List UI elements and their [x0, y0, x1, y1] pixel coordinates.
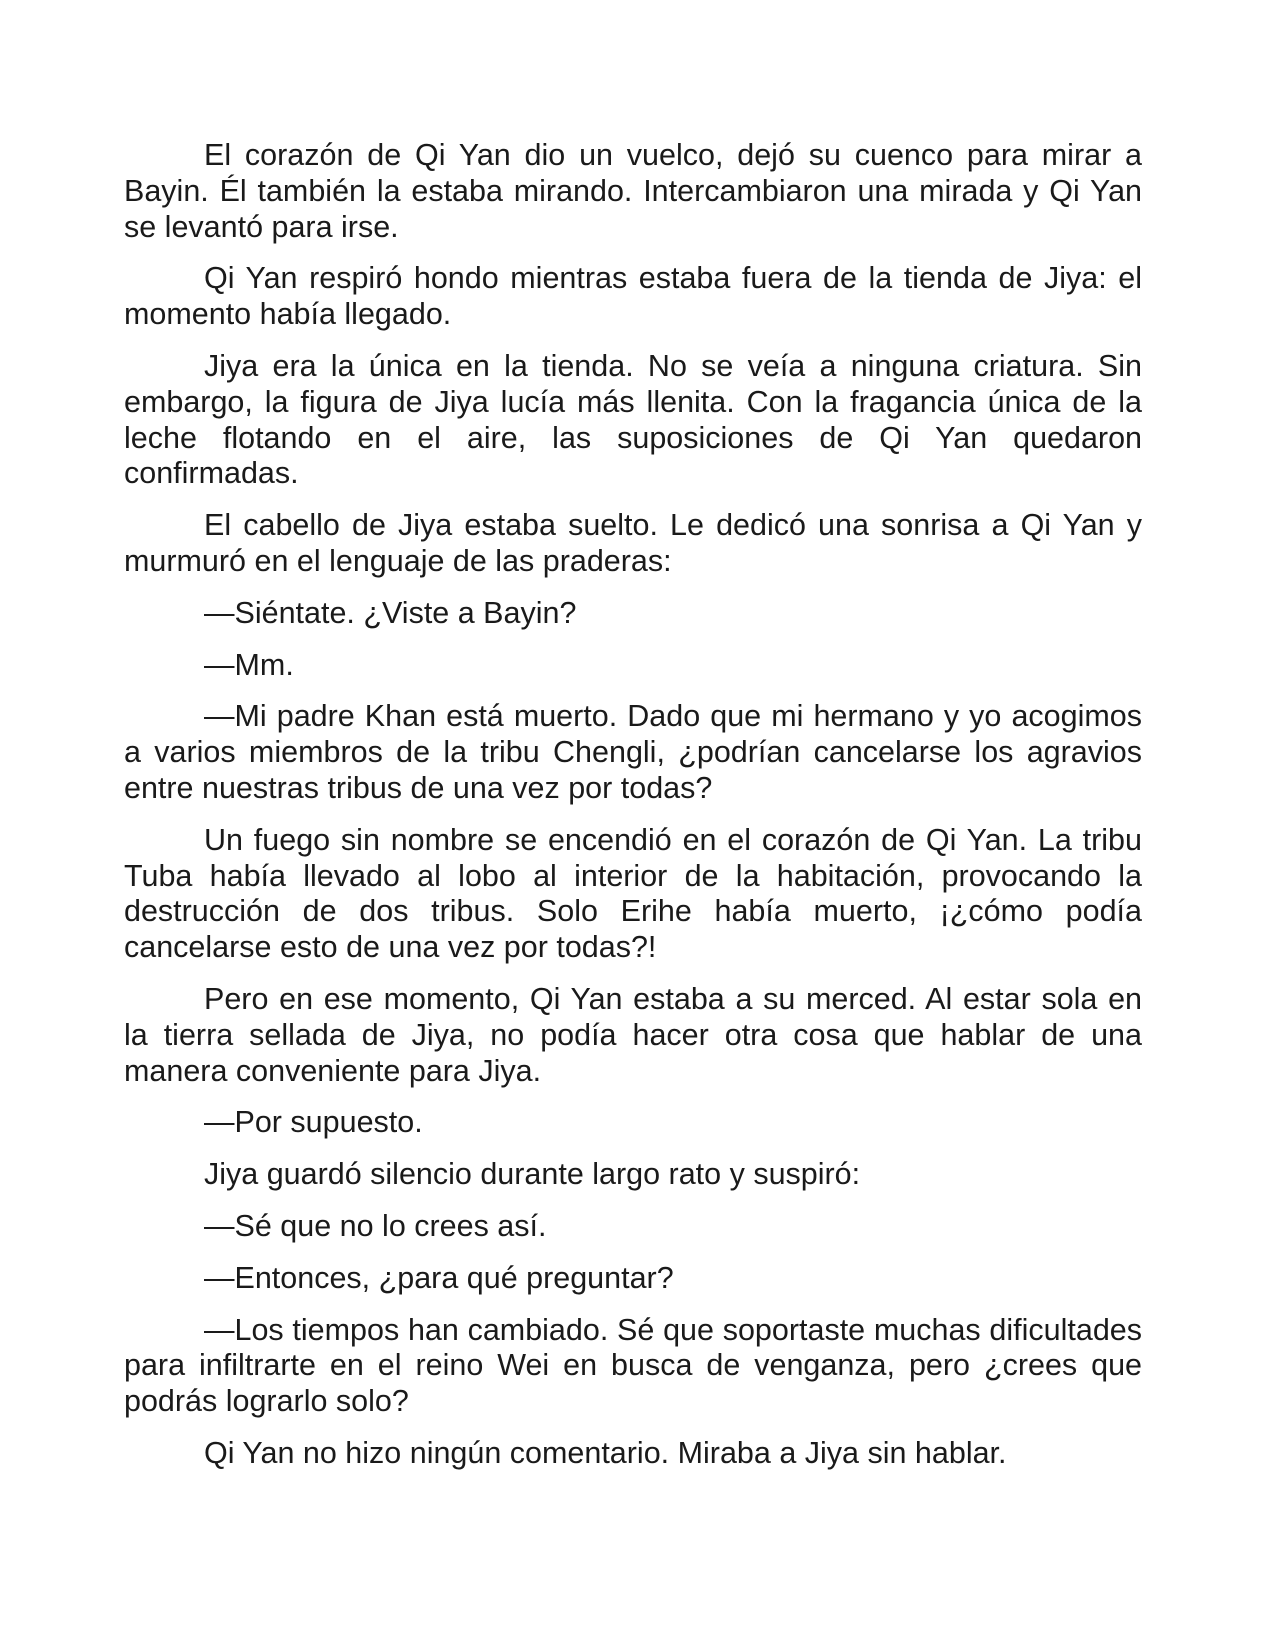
dialogue-line: —Los tiempos han cambiado. Sé que soportaste muchas dificultades para infiltrarte en el reino Wei en busca de venganza, pero ¿crees que podrás lograrlo solo?: [124, 1312, 1142, 1419]
dialogue-line: —Por supuesto.: [204, 1105, 423, 1140]
paragraph: El corazón de Qi Yan dio un vuelco, dejó su cuenco para mirar a Bayin. Él también la estaba mirando. Intercambiaron una mirada y Qi Yan se levantó para irse.: [124, 138, 1142, 244]
dialogue-line: —Mi padre Khan está muerto. Dado que mi hermano y yo acogimos a varios miembros de la tribu Chengli, ¿podrían cancelarse los agravios entre nuestras tribus de una vez por todas?: [124, 699, 1142, 805]
paragraph: Qi Yan no hizo ningún comentario. Miraba a Jiya sin hablar.: [204, 1435, 1007, 1470]
paragraph: Jiya era la única en la tienda. No se veía a ninguna criatura. Sin embargo, la figura de Jiya lucía más llenita. Con la fragancia única de la leche flotando en el aire, las suposiciones de Qi Yan quedaron confirmadas.: [124, 348, 1142, 491]
paragraph: Un fuego sin nombre se encendió en el corazón de Qi Yan. La tribu Tuba había llevado al lobo al interior de la habitación, provocando la destrucción de dos tribus. Solo Erihe había muerto, ¡¿cómo podía cancelarse esto de una vez por todas?!: [124, 822, 1142, 965]
dialogue-line: —Sé que no lo crees así.: [204, 1208, 547, 1243]
dialogue-line: —Entonces, ¿para qué preguntar?: [204, 1260, 674, 1295]
paragraph: Qi Yan respiró hondo mientras estaba fuera de la tienda de Jiya: el momento había llegado.: [124, 261, 1142, 332]
document-page: [124, 138, 1142, 1488]
paragraph: El cabello de Jiya estaba suelto. Le dedicó una sonrisa a Qi Yan y murmuró en el lenguaje de las praderas:: [124, 508, 1142, 578]
paragraph: Jiya guardó silencio durante largo rato y suspiró:: [204, 1157, 861, 1192]
paragraph: Pero en ese momento, Qi Yan estaba a su merced. Al estar sola en la tierra sellada de Jiya, no podía hacer otra cosa que hablar de una manera conveniente para Jiya.: [124, 981, 1142, 1088]
dialogue-line: —Mm.: [204, 647, 294, 682]
dialogue-line: —Siéntate. ¿Viste a Bayin?: [204, 595, 577, 630]
